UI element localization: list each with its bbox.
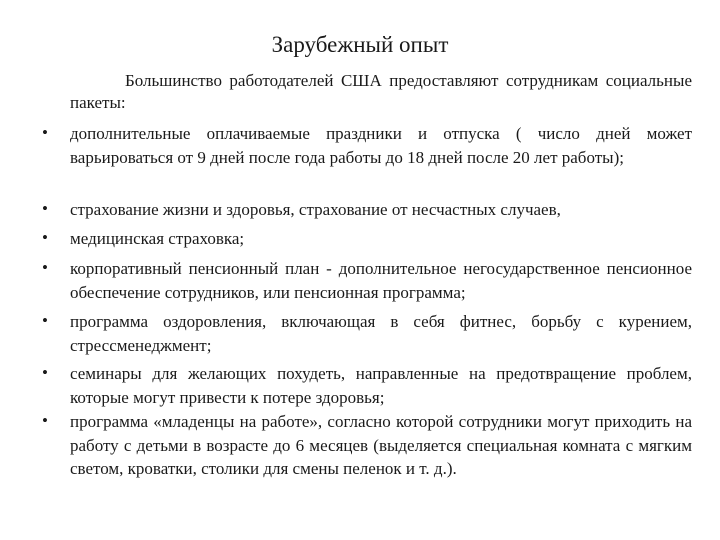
bullet-icon: • — [42, 363, 48, 382]
bullet-text: медицинская страховка; — [70, 229, 245, 248]
bullet-icon: • — [42, 311, 48, 330]
bullet-text: программа оздоровления, включающая в себя фитнес, борьбу с курением, стрессменеджмент; — [70, 312, 692, 355]
bullet-text: программа «младенцы на работе», согласно которой сотрудники могут приходить на работу с детьми в возрасте до 6 месяцев (выделяется специальная комната с мягким светом, кроватки, столики для смены пеленок и т. д.). — [70, 412, 692, 478]
bullet-text: страхование жизни и здоровья, страхование от несчастных случаев, — [70, 200, 561, 219]
intro-paragraph: Большинство работодателей США предоставляют сотрудникам социальные пакеты: — [70, 71, 692, 112]
bullet-text: корпоративный пенсионный план - дополнительное негосударственное пенсионное обеспечение сотрудников, или пенсионная программа; — [70, 259, 692, 302]
bullet-icon: • — [42, 228, 48, 247]
bullet-text: семинары для желающих похудеть, направленные на предотвращение проблем, которые могут привести к потере здоровья; — [70, 364, 692, 407]
bullet-icon: • — [42, 411, 48, 430]
slide-title: Зарубежный опыт — [271, 32, 449, 57]
bullet-text: дополнительные оплачиваемые праздники и отпуска ( число дней может варьироваться от 9 дней после года работы до 18 дней после 20 лет работы); — [70, 124, 692, 167]
bullet-icon: • — [42, 123, 48, 142]
bullet-icon: • — [42, 199, 48, 218]
bullet-icon: • — [42, 258, 48, 277]
